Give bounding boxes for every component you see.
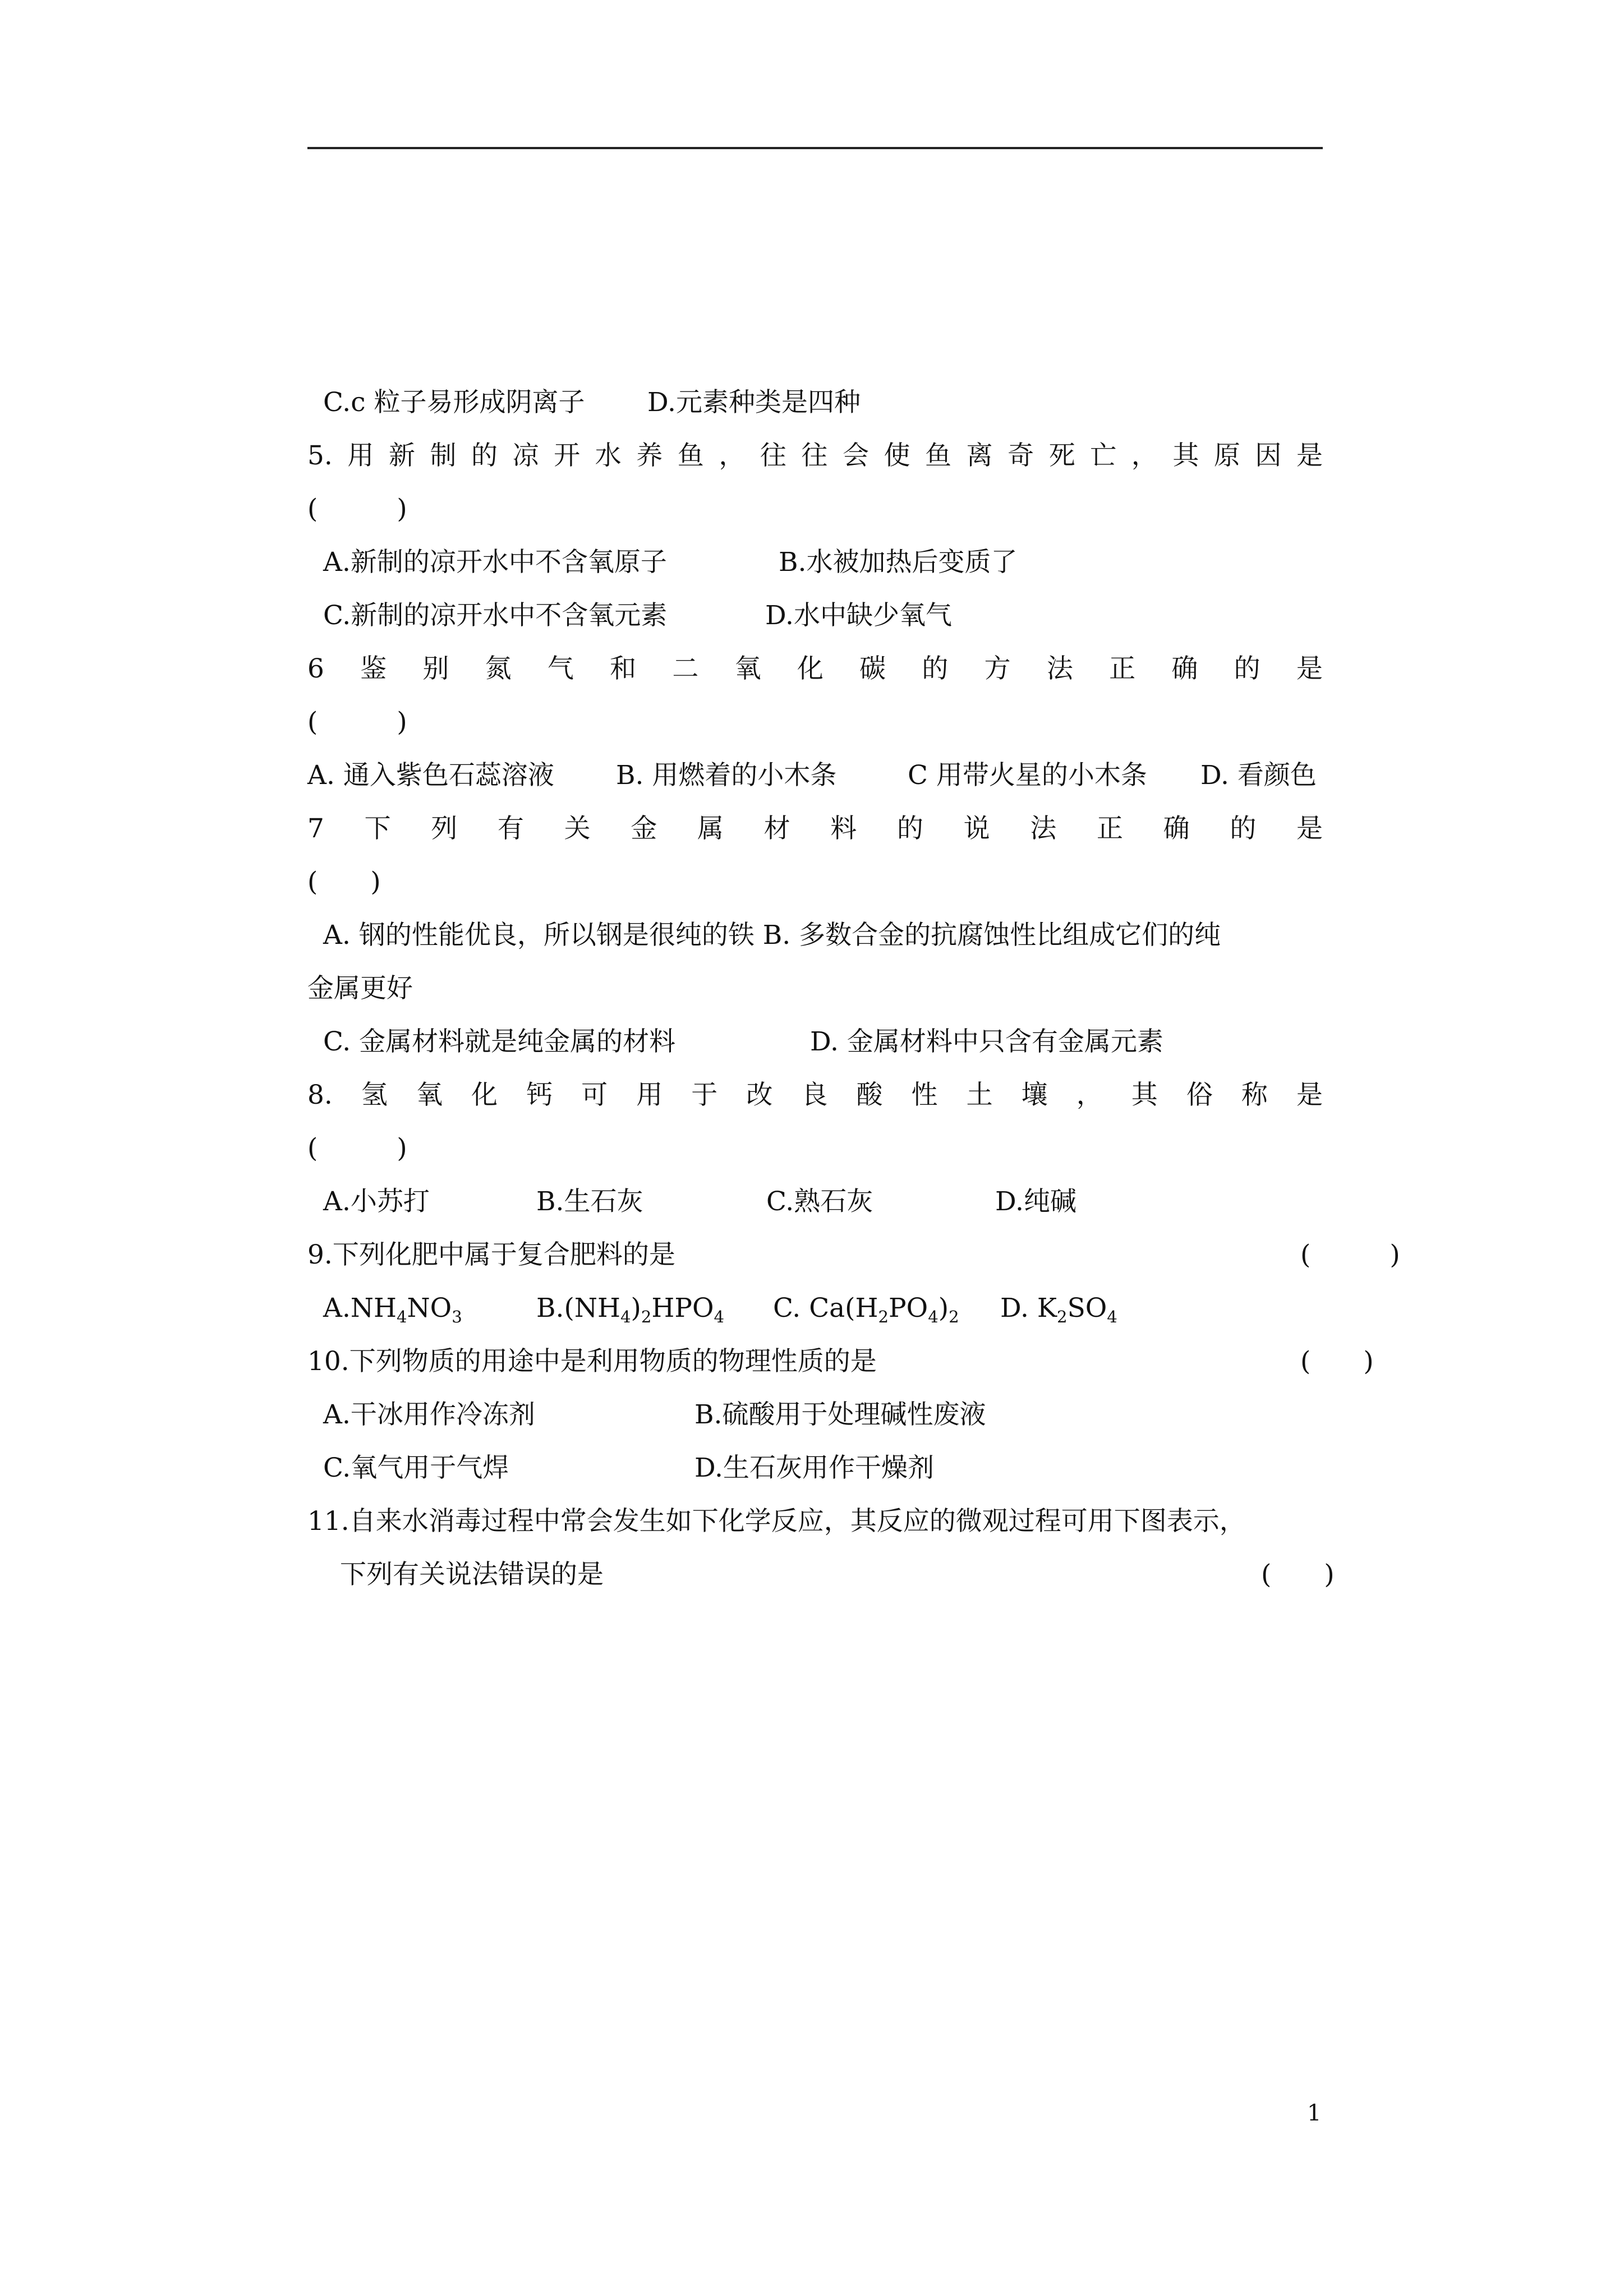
stem-char: 确 [1171, 653, 1198, 684]
stem-char: 用 [636, 1080, 663, 1110]
stem-char: 因 [1255, 440, 1282, 471]
q6-option-d: D. 看颜色 [1200, 760, 1317, 791]
stem-char: 良 [801, 1080, 828, 1110]
stem-char: 新 [388, 440, 415, 471]
stem-char: 8. [307, 1080, 333, 1110]
stem-char: 氧 [416, 1080, 443, 1110]
stem-char: 二 [672, 653, 699, 684]
q7-options-ab: A. 钢的性能优良，所以钢是很纯的铁 B. 多数合金的抗腐蚀性比组成它们的纯 [323, 920, 1221, 951]
q5-option-d: D.水中缺少氧气 [765, 600, 952, 631]
stem-char: 开 [554, 440, 581, 471]
q4-option-d: D.元素种类是四种 [647, 387, 861, 418]
q9-option-c: C. $Ca(H_2PO_4)_2$ [773, 1293, 959, 1327]
stem-char: 正 [1096, 813, 1123, 844]
q6-paren: ( ) [307, 707, 407, 737]
stem-char: 鉴 [360, 653, 387, 684]
stem-char: 奇 [1007, 440, 1034, 471]
stem-char: 金 [631, 813, 657, 844]
stem-char: 壤 [1021, 1080, 1048, 1110]
stem-char: 确 [1163, 813, 1190, 844]
q5-stem [307, 429, 1323, 482]
q11-stem-line-2 [307, 1548, 1335, 1601]
stem-char: 会 [842, 440, 869, 471]
q7-option-d: D. 金属材料中只含有金属元素 [810, 1026, 1163, 1057]
stem-char: 氮 [485, 653, 512, 684]
q6-options [307, 749, 1323, 802]
stem-char: 的 [1234, 653, 1260, 684]
q9-option-d: D. $K_2SO_4$ [1000, 1293, 1117, 1327]
q5-options-cd [307, 589, 1323, 642]
stem-char: 氧 [734, 653, 761, 684]
q10-options-ab [307, 1388, 1323, 1441]
page-number: 1 [1307, 2100, 1322, 2126]
q9-option-b: $B.(NH_4)_2HPO_4$ [536, 1293, 725, 1327]
q8-paren: ( ) [307, 1133, 407, 1164]
q7-option-b-continued: 金属更好 [307, 973, 413, 1004]
q6-stem [307, 642, 1323, 695]
stem-char: 是 [1296, 813, 1323, 844]
stem-char: 6 [307, 653, 324, 684]
stem-char: 5. [307, 440, 333, 471]
q10-option-b: B.硫酸用于处理碱性废液 [694, 1399, 986, 1430]
stem-char: 其 [1172, 440, 1199, 471]
q9-paren: ( ) [1300, 1239, 1400, 1270]
stem-char: 死 [1048, 440, 1075, 471]
q5-option-b: B.水被加热后变质了 [779, 547, 1018, 578]
q11-stem: 下列有关说法错误的是 [340, 1559, 604, 1590]
stem-char: ， [1131, 440, 1158, 471]
stem-char: 往 [760, 440, 786, 471]
stem-char: 的 [471, 440, 498, 471]
stem-char: 7 [307, 813, 324, 844]
stem-char: 往 [801, 440, 828, 471]
stem-char: 制 [430, 440, 457, 471]
stem-char: 法 [1046, 653, 1073, 684]
stem-char: 方 [984, 653, 1011, 684]
stem-char: 属 [697, 813, 724, 844]
q4-options-cd [307, 376, 1323, 429]
stem-char: 的 [922, 653, 949, 684]
stem-char: 鱼 [677, 440, 704, 471]
stem-char: 氢 [361, 1080, 388, 1110]
q10-paren: ( ) [1300, 1346, 1374, 1377]
stem-char: 材 [763, 813, 790, 844]
q8-option-b: B.生石灰 [536, 1186, 643, 1217]
stem-char: 的 [1230, 813, 1257, 844]
stem-char: 养 [636, 440, 663, 471]
q8-options [307, 1175, 1323, 1228]
q5-options-ab [307, 536, 1323, 589]
question-list [307, 376, 1400, 1601]
q11-stem-line-1: 11.自来水消毒过程中常会发生如下化学反应，其反应的微观过程可用下图表示， [307, 1506, 1246, 1537]
stem-char: 碳 [859, 653, 886, 684]
q7-paren: ( ) [307, 866, 381, 897]
stem-char: 正 [1109, 653, 1136, 684]
stem-char: 水 [595, 440, 622, 471]
q10-stem-line [307, 1335, 1374, 1388]
stem-char: ， [719, 440, 746, 471]
q7-options-cd [307, 1015, 1323, 1068]
stem-char: 列 [431, 813, 458, 844]
q8-stem [307, 1068, 1323, 1122]
stem-char: 土 [966, 1080, 993, 1110]
q10-options-cd [307, 1441, 1323, 1495]
q5-option-a: A.新制的凉开水中不含氧原子 [323, 547, 667, 578]
stem-char: 和 [610, 653, 637, 684]
stem-char: 用 [347, 440, 374, 471]
q8-option-c: C.熟石灰 [766, 1186, 873, 1217]
stem-char: ， [1076, 1080, 1103, 1110]
q6-option-c: C 用带火星的小木条 [908, 760, 1147, 791]
q4-option-c: C.c 粒子易形成阴离子 [323, 387, 585, 418]
stem-char: 凉 [512, 440, 539, 471]
q11-paren: ( ) [1261, 1559, 1335, 1590]
q10-option-c: C.氧气用于气焊 [323, 1453, 509, 1483]
q8-option-d: D.纯碱 [995, 1186, 1076, 1217]
stem-char: 是 [1296, 440, 1323, 471]
header-rule [307, 147, 1323, 149]
stem-char: 俗 [1186, 1080, 1213, 1110]
stem-char: 关 [564, 813, 591, 844]
stem-char: 使 [884, 440, 910, 471]
stem-char: 可 [581, 1080, 608, 1110]
q7-option-c: C. 金属材料就是纯金属的材料 [323, 1026, 676, 1057]
stem-char: 气 [547, 653, 574, 684]
q10-option-a: A.干冰用作冷冻剂 [323, 1399, 535, 1430]
q8-option-a: A.小苏打 [323, 1186, 430, 1217]
stem-char: 的 [896, 813, 923, 844]
stem-char: 说 [963, 813, 990, 844]
stem-char: 酸 [856, 1080, 883, 1110]
q9-options [307, 1281, 1323, 1335]
stem-char: 亡 [1090, 440, 1117, 471]
stem-char: 改 [746, 1080, 773, 1110]
q7-stem [307, 802, 1323, 855]
stem-char: 钙 [526, 1080, 553, 1110]
q10-option-d: D.生石灰用作干燥剂 [694, 1453, 934, 1483]
stem-char: 称 [1241, 1080, 1268, 1110]
stem-char: 其 [1131, 1080, 1158, 1110]
stem-char: 鱼 [925, 440, 952, 471]
stem-char: 化 [797, 653, 823, 684]
stem-char: 原 [1213, 440, 1240, 471]
stem-char: 于 [691, 1080, 718, 1110]
stem-char: 化 [471, 1080, 498, 1110]
q6-option-b: B. 用燃着的小木条 [616, 760, 837, 791]
stem-char: 离 [966, 440, 993, 471]
q10-stem: 10.下列物质的用途中是利用物质的物理性质的是 [307, 1346, 877, 1377]
q9-option-a: $A.NH_4NO_3$ [323, 1293, 462, 1327]
stem-char: 法 [1030, 813, 1057, 844]
stem-char: 是 [1296, 1080, 1323, 1110]
stem-char: 料 [830, 813, 857, 844]
q9-stem-line [307, 1228, 1400, 1281]
stem-char: 性 [911, 1080, 938, 1110]
stem-char: 是 [1296, 653, 1323, 684]
q5-paren: ( ) [307, 494, 407, 524]
q9-stem: 9.下列化肥中属于复合肥料的是 [307, 1239, 675, 1270]
stem-char: 下 [364, 813, 391, 844]
q5-option-c: C.新制的凉开水中不含氧元素 [323, 600, 668, 631]
stem-char: 别 [422, 653, 449, 684]
q6-option-a: A. 通入紫色石蕊溶液 [307, 760, 554, 791]
stem-char: 有 [497, 813, 524, 844]
